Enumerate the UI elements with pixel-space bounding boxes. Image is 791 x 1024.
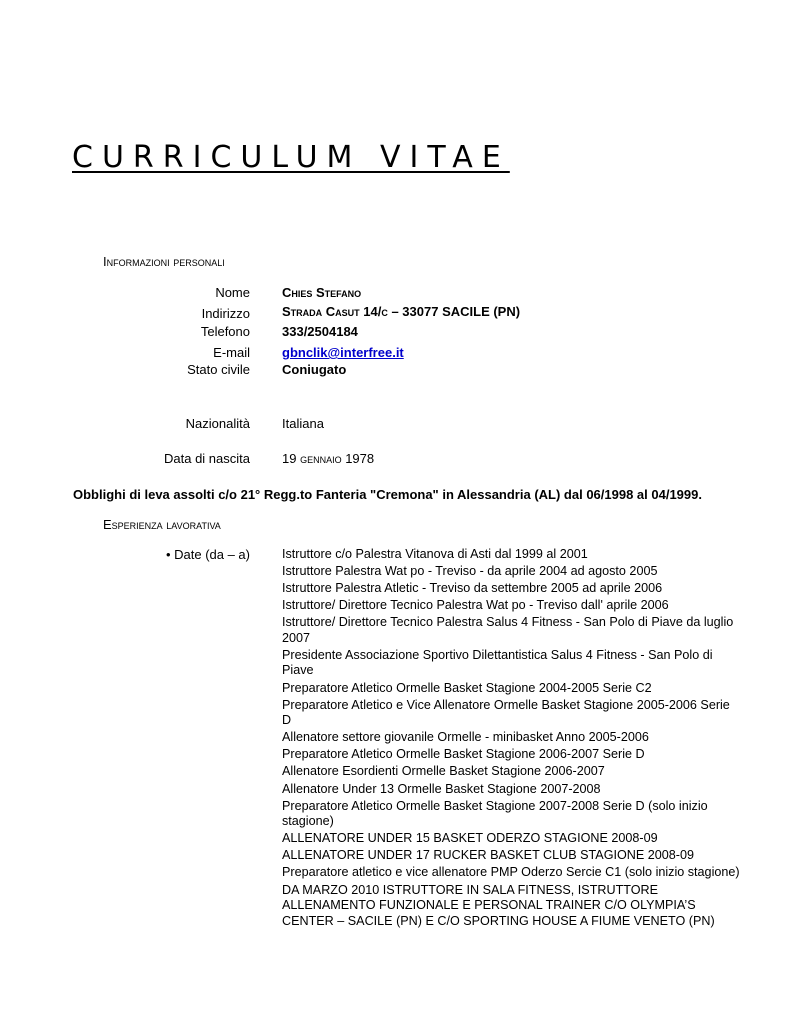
nationality-label: Nazionalità: [185, 416, 250, 431]
email-link[interactable]: gbnclik@interfree.it: [282, 345, 404, 360]
section-heading-personal-info: Informazioni personali: [103, 254, 225, 269]
civil-status-value: Coniugato: [282, 362, 347, 377]
phone-label: Telefono: [200, 324, 250, 339]
experience-item: ALLENATORE UNDER 17 RUCKER BASKET CLUB STAGIONE 2008-09: [282, 848, 695, 863]
civil-status-label: Stato civile: [187, 362, 250, 377]
experience-item: Allenatore Under 13 Ormelle Basket Stagione 2007-2008: [282, 781, 601, 796]
experience-list: [282, 547, 742, 931]
personal-row-nationality: [0, 415, 791, 433]
experience-item: Istruttore/ Direttore Tecnico Palestra Wat po - Treviso dall' aprile 2006: [282, 598, 669, 613]
experience-item: ALLENATORE UNDER 15 BASKET ODERZO STAGIONE 2008-09: [282, 831, 658, 846]
email-label: E-mail: [213, 345, 250, 360]
personal-row-name: [0, 284, 791, 302]
experience-item: Preparatore Atletico e Vice Allenatore Ormelle Basket Stagione 2005-2006 Serie D: [282, 697, 730, 728]
experience-item: Presidente Associazione Sportivo Dilettantistica Salus 4 Fitness - San Polo di Piave: [282, 647, 713, 678]
experience-date-label: • Date (da – a): [165, 547, 250, 562]
name-value: Chies Stefano: [282, 285, 362, 300]
experience-item: DA MARZO 2010 ISTRUTTORE IN SALA FITNESS, ISTRUTTORE ALLENAMENTO FUNZIONALE E PERSONAL TRAINER C/O OLYMPIA’S CENTER – SACILE (PN) E C/O SPORTING HOUSE A FIUME VENETO (PN): [282, 882, 715, 928]
experience-item: Preparatore Atletico Ormelle Basket Stagione 2006-2007 Serie D: [282, 747, 645, 762]
personal-row-address: [0, 303, 791, 321]
experience-item: Allenatore Esordienti Ormelle Basket Stagione 2006-2007: [282, 764, 605, 779]
experience-item: Preparatore Atletico Ormelle Basket Stagione 2007-2008 Serie D (solo inizio stagione): [282, 798, 708, 829]
section-heading-work-experience: Esperienza lavorativa: [103, 517, 221, 532]
address-value: Strada Casut 14/c – 33077 SACILE (PN): [282, 304, 521, 319]
document-title: CURRICULUM VITAE: [72, 140, 510, 175]
nationality-value: Italiana: [282, 416, 324, 431]
birth-date-value: 19 gennaio 1978: [282, 451, 375, 466]
experience-item: Preparatore atletico e vice allenatore PMP Oderzo Sercie C1 (solo inizio stagione): [282, 865, 740, 880]
military-service-note: Obblighi di leva assolti c/o 21° Regg.to Fanteria "Cremona" in Alessandria (AL) dal 06/1998 al 04/1999.: [73, 487, 702, 502]
experience-item: Istruttore/ Direttore Tecnico Palestra Salus 4 Fitness - San Polo di Piave da luglio 2007: [282, 615, 734, 645]
personal-row-phone: [0, 323, 791, 341]
personal-row-civil-status: [0, 361, 791, 379]
experience-item: Preparatore Atletico Ormelle Basket Stagione 2004-2005 Serie C2: [282, 680, 652, 695]
name-label: Nome: [215, 285, 250, 300]
birth-date-label: Data di nascita: [164, 451, 250, 466]
address-label: Indirizzo: [201, 306, 250, 321]
experience-item: Istruttore c/o Palestra Vitanova di Asti dal 1999 al 2001: [282, 547, 588, 561]
experience-item: Istruttore Palestra Atletic - Treviso da settembre 2005 ad aprile 2006: [282, 581, 663, 596]
personal-row-email: [0, 344, 791, 362]
phone-value: 333/2504184: [282, 324, 358, 339]
experience-item: Istruttore Palestra Wat po - Treviso - da aprile 2004 ad agosto 2005: [282, 564, 658, 579]
experience-item: Allenatore settore giovanile Ormelle - minibasket Anno 2005-2006: [282, 730, 649, 745]
personal-row-birth-date: [0, 450, 791, 468]
